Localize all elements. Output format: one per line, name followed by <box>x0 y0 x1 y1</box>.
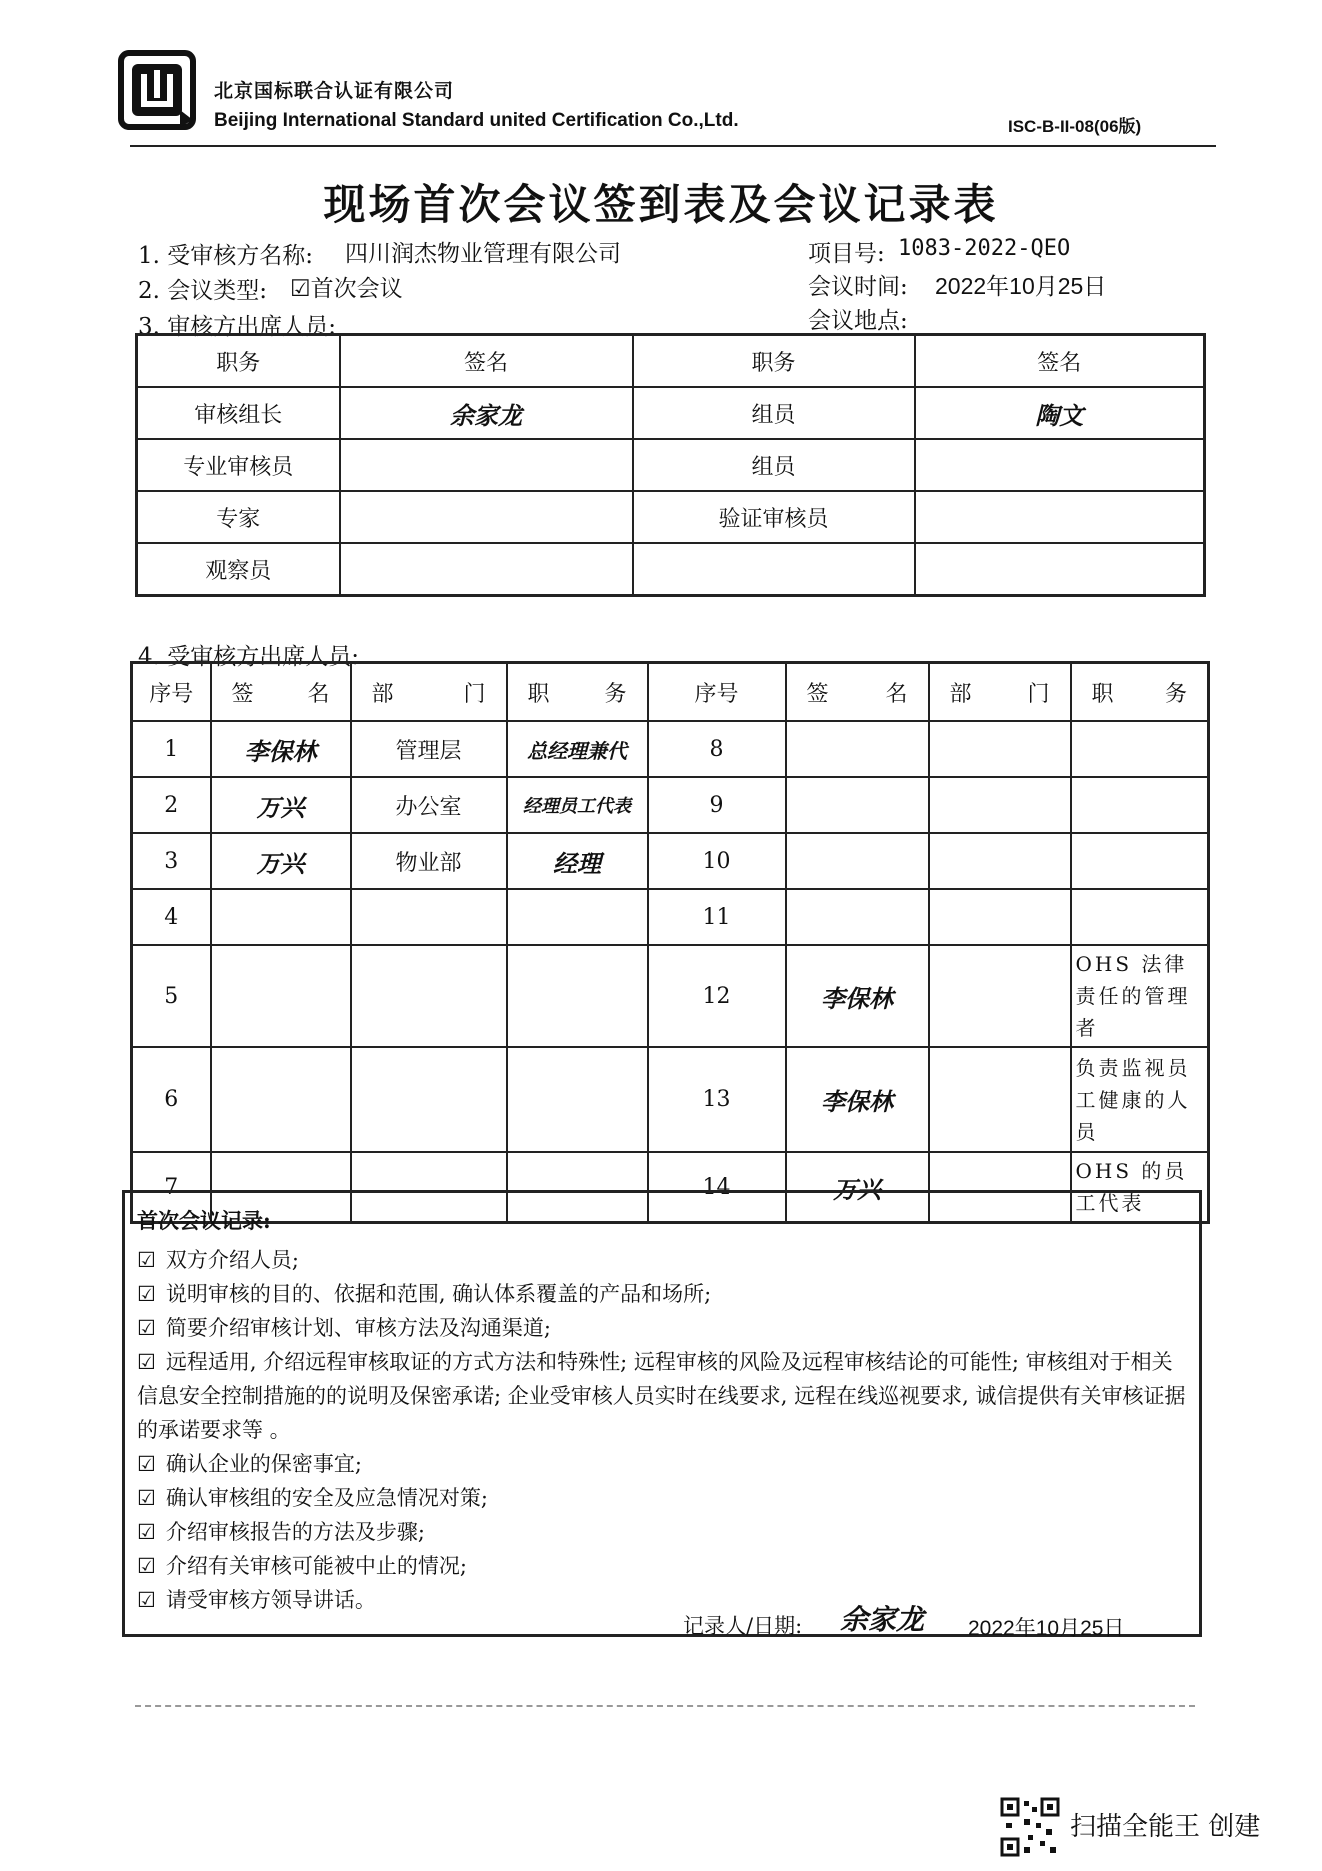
signature-cell <box>915 543 1205 596</box>
note-item: ☑ 简要介绍审核计划、审核方法及沟通渠道; <box>137 1316 551 1340</box>
signature-cell <box>786 889 929 945</box>
table-row <box>132 777 1209 833</box>
signature-cell <box>786 777 929 833</box>
table-row <box>132 721 1209 777</box>
project-value: 1083-2022-QEO <box>898 236 1071 261</box>
note-item: ☑ 双方介绍人员; <box>137 1248 299 1272</box>
department-cell <box>929 889 1071 945</box>
header-position: 职 务 <box>507 663 648 722</box>
document-title: 现场首次会议签到表及会议记录表 <box>323 180 999 229</box>
checkbox-checked-icon: ☑ <box>137 1486 156 1510</box>
recorder-signature: 余家龙 <box>840 1603 925 1636</box>
position-cell: OHS 的员工代表 <box>1071 1152 1209 1223</box>
position-cell: 验证审核员 <box>633 491 915 543</box>
seq-cell: 8 <box>648 721 786 777</box>
header-position: 职 务 <box>1071 663 1209 722</box>
signature-cell <box>211 945 351 1047</box>
signature-cell <box>340 439 633 491</box>
table-header-row <box>132 663 1209 722</box>
attendees-label: 4. 受审核方出席人员: <box>138 644 360 670</box>
signature-cell <box>211 889 351 945</box>
company-name-cn: 北京国标联合认证有限公司 <box>214 80 455 102</box>
table-header-row <box>137 335 1205 388</box>
header-position: 职务 <box>633 335 915 388</box>
attendee-table <box>130 661 1210 1224</box>
signature-cell: 万兴 <box>786 1152 929 1223</box>
position-cell <box>507 889 648 945</box>
seq-cell: 4 <box>132 889 211 945</box>
department-cell <box>929 1047 1071 1152</box>
note-item: ☑ 介绍有关审核可能被中止的情况; <box>137 1554 467 1578</box>
signature-cell <box>915 439 1205 491</box>
department-cell: 物业部 <box>351 833 507 889</box>
qr-code-icon <box>1000 1797 1060 1857</box>
table-row <box>137 439 1205 491</box>
audit-team-table <box>135 333 1206 597</box>
checkbox-checked-icon: ☑ <box>137 1554 156 1578</box>
department-cell: 办公室 <box>351 777 507 833</box>
checkbox-checked-icon: ☑ <box>137 1282 156 1306</box>
note-item: ☑ 确认企业的保密事宜; <box>137 1452 362 1476</box>
seq-cell: 5 <box>132 945 211 1047</box>
record-date: 2022年10月25日 <box>968 1617 1125 1640</box>
company-name-en: Beijing International Standard united Certification Co.,Ltd. <box>214 110 739 131</box>
position-cell <box>1071 721 1209 777</box>
header-signature: 签名 <box>915 335 1205 388</box>
position-cell <box>1071 833 1209 889</box>
checkbox-checked-icon: ☑ <box>137 1248 156 1272</box>
position-cell: 组员 <box>633 439 915 491</box>
position-cell <box>507 945 648 1047</box>
table-row <box>132 945 1209 1047</box>
seq-cell: 10 <box>648 833 786 889</box>
notes-title: 首次会议记录: <box>137 1208 271 1233</box>
position-cell: 经理 <box>507 833 648 889</box>
header-signature: 签 名 <box>786 663 929 722</box>
position-cell: 经理员工代表 <box>507 777 648 833</box>
department-cell <box>351 889 507 945</box>
note-item: ☑ 确认审核组的安全及应急情况对策; <box>137 1486 488 1510</box>
header-department: 部 门 <box>351 663 507 722</box>
auditee-label: 1. 受审核方名称: <box>138 243 314 269</box>
position-cell: 观察员 <box>137 543 340 596</box>
position-cell: 负责监视员工健康的人员 <box>1071 1047 1209 1152</box>
signature-cell <box>211 1047 351 1152</box>
table-row <box>132 1047 1209 1152</box>
signature-cell <box>786 721 929 777</box>
department-cell <box>929 721 1071 777</box>
position-cell: 专家 <box>137 491 340 543</box>
signature-cell <box>340 491 633 543</box>
signature-cell: 李保林 <box>786 1047 929 1152</box>
department-cell <box>351 945 507 1047</box>
checkbox-checked-icon: ☑ <box>137 1350 156 1374</box>
seq-cell: 13 <box>648 1047 786 1152</box>
seq-cell: 1 <box>132 721 211 777</box>
header-department: 部 门 <box>929 663 1071 722</box>
position-cell <box>633 543 915 596</box>
signature-cell: 陶文 <box>915 387 1205 439</box>
signature-cell <box>786 833 929 889</box>
header-divider <box>130 145 1216 147</box>
signature-cell <box>915 491 1205 543</box>
header-seq: 序号 <box>648 663 786 722</box>
department-cell <box>351 1047 507 1152</box>
signature-cell: 万兴 <box>211 777 351 833</box>
seq-cell: 7 <box>132 1152 211 1223</box>
project-label: 项目号: <box>808 241 885 267</box>
dashed-divider <box>135 1705 1195 1707</box>
checkbox-checked-icon: ☑ <box>137 1520 156 1544</box>
department-cell: 管理层 <box>351 721 507 777</box>
company-logo <box>118 50 196 130</box>
meeting-type-label: 2. 会议类型: <box>138 278 268 304</box>
seq-cell: 9 <box>648 777 786 833</box>
position-cell: 专业审核员 <box>137 439 340 491</box>
table-row <box>132 889 1209 945</box>
signature-cell: 万兴 <box>211 833 351 889</box>
header-position: 职务 <box>137 335 340 388</box>
auditors-label: 3. 审核方出席人员: <box>138 314 337 340</box>
signature-cell: 余家龙 <box>340 387 633 439</box>
position-cell: 审核组长 <box>137 387 340 439</box>
seq-cell: 12 <box>648 945 786 1047</box>
table-row <box>132 833 1209 889</box>
department-cell <box>929 777 1071 833</box>
header-signature: 签 名 <box>211 663 351 722</box>
header-signature: 签名 <box>340 335 633 388</box>
checkbox-checked-icon: ☑ <box>137 1316 156 1340</box>
note-item: ☑ 介绍审核报告的方法及步骤; <box>137 1520 425 1544</box>
position-cell <box>1071 777 1209 833</box>
seq-cell: 6 <box>132 1047 211 1152</box>
meeting-time-value: 2022年10月25日 <box>935 273 1107 299</box>
note-item: ☑ 说明审核的目的、依据和范围, 确认体系覆盖的产品和场所; <box>137 1282 712 1306</box>
position-cell <box>507 1047 648 1152</box>
table-row <box>137 387 1205 439</box>
position-cell: 组员 <box>633 387 915 439</box>
signature-cell: 李保林 <box>786 945 929 1047</box>
scanner-watermark: 扫描全能王 创建 <box>1070 1812 1261 1842</box>
table-row <box>137 491 1205 543</box>
note-item: ☑ 请受审核方领导讲话。 <box>137 1588 376 1612</box>
seq-cell: 2 <box>132 777 211 833</box>
form-code: ISC-B-II-08(06版) <box>1008 117 1142 136</box>
position-cell: OHS 法律责任的管理者 <box>1071 945 1209 1047</box>
checkbox-checked-icon: ☑ <box>137 1588 156 1612</box>
department-cell <box>929 833 1071 889</box>
seq-cell: 3 <box>132 833 211 889</box>
note-item: ☑ 远程适用, 介绍远程审核取证的方式方法和特殊性; 远程审核的风险及远程审核结论的可能性; 审核组对于相关信息安全控制措施的的说明及保密承诺; 企业受审核人员实时在线要求, 远程在线巡视要求, 诚信提供有关审核证据的承诺要求等 。 <box>137 1350 1186 1442</box>
meeting-notes-box <box>122 1190 1202 1637</box>
position-cell <box>1071 889 1209 945</box>
position-cell: 总经理兼代 <box>507 721 648 777</box>
recorder-label: 记录人/日期: <box>683 1614 803 1638</box>
meeting-type-value: ☑首次会议 <box>290 276 403 302</box>
location-label: 会议地点: <box>808 308 908 334</box>
checkbox-checked-icon: ☑ <box>137 1452 156 1476</box>
seq-cell: 11 <box>648 889 786 945</box>
department-cell <box>929 945 1071 1047</box>
table-row <box>137 543 1205 596</box>
header-seq: 序号 <box>132 663 211 722</box>
meeting-time-label: 会议时间: <box>808 274 908 300</box>
auditee-value: 四川润杰物业管理有限公司 <box>345 241 621 267</box>
signature-cell: 李保林 <box>211 721 351 777</box>
seq-cell: 14 <box>648 1152 786 1223</box>
signature-cell <box>340 543 633 596</box>
